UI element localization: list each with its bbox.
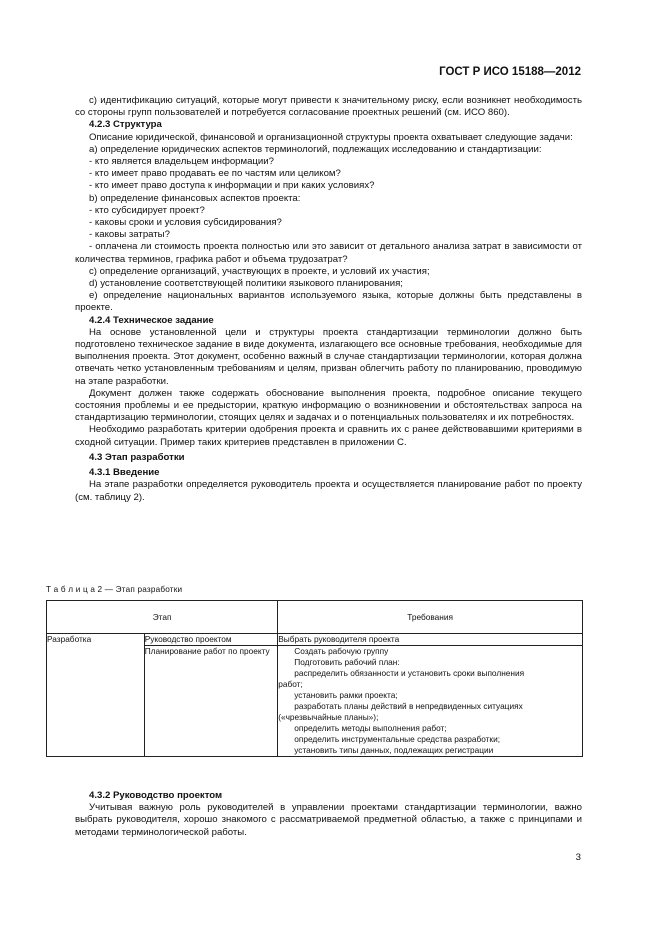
paragraph-structure: Описание юридической, финансовой и организационной структуры проекта охватывает следующие задачи: bbox=[89, 131, 573, 143]
page-number: 3 bbox=[575, 852, 581, 863]
list-item-c: c) определение организаций, участвующих в проекте, и условий их участия; bbox=[89, 265, 430, 277]
requirement-line: («чрезвычайные планы»); bbox=[278, 712, 379, 722]
table-caption: Т а б л и ц а 2 — Этап разработки bbox=[46, 585, 183, 594]
list-subitem-b2: - каковы сроки и условия субсидирования? bbox=[89, 217, 282, 229]
list-item-a: a) определение юридических аспектов терминологий, подлежащих исследованию и стандартизации: bbox=[89, 143, 542, 155]
table-header-row bbox=[47, 601, 583, 634]
paragraph-project-leader: Учитывая важную роль руководителей в управлении проектами стандартизации терминологии, важно выбрать руководителя, хорошо знакомого с рассматриваемой предметной областью, а также с принципами и методами терминологической работы. bbox=[75, 802, 582, 838]
heading-4-3-2: 4.3.2 Руководство проектом bbox=[89, 790, 223, 801]
list-subitem-b4: - оплачена ли стоимость проекта полностью или это зависит от детального анализа затрат в зависимости от количества терминов, графика работ и объема трудозатрат? bbox=[75, 241, 582, 265]
list-subitem-a1: - кто является владельцем информации? bbox=[89, 156, 274, 168]
paragraph-c-risk: c) идентификацию ситуаций, которые могут привести к значительному риску, если возникнет необходимость со стороны групп пользователей и потребуется согласование проектных решений (см. ИСО 860). bbox=[75, 95, 582, 119]
table-cell-select-leader: Выбрать руководителя проекта bbox=[278, 634, 583, 646]
list-item-e: e) определение национальных вариантов используемого языка, которые должны быть представлены в проекте. bbox=[75, 290, 582, 314]
list-subitem-a2: - кто имеет право продавать ее по частям или целиком? bbox=[89, 168, 341, 180]
list-subitem-a3: - кто имеет право доступа к информации и при каких условиях? bbox=[89, 180, 375, 192]
table-row bbox=[47, 634, 583, 646]
requirement-line: установить рамки проекта; bbox=[294, 690, 398, 700]
table-development-stage bbox=[46, 600, 583, 757]
requirement-line: распределить обязанности и установить сроки выполнения bbox=[294, 668, 525, 678]
requirement-line: определить инструментальные средства разработки; bbox=[294, 734, 501, 744]
paragraph-document-content: Документ должен также содержать обоснование выполнения проекта, подробное описание текущего состояния проблемы и ее предыстории, краткую информацию о возникновении и обстоятельствах запроса на стандартизацию терминологии, стоящих целях и задачах и о потенциальных пользователях и их потребностях. bbox=[75, 387, 582, 424]
section-4-3-2 bbox=[75, 790, 582, 839]
list-item-b: b) определение финансовых аспектов проекта: bbox=[89, 192, 301, 204]
paragraph-development-stage: На этапе разработки определяется руководитель проекта и осуществляется планирование работ по проекту (см. таблицу 2). bbox=[75, 479, 582, 503]
table-header-stage: Этап bbox=[47, 601, 278, 634]
document-header: ГОСТ Р ИСО 15188—2012 bbox=[439, 66, 581, 78]
table-header-requirements: Требования bbox=[278, 601, 583, 634]
paragraph-criteria: Необходимо разработать критерии одобрения проекта и сравнить их с ранее действовавшими критериями в сходной ситуации. Пример таких критериев представлен в приложении С. bbox=[75, 424, 582, 448]
table-cell-work-planning: Планирование работ по проекту bbox=[144, 646, 278, 757]
requirement-line: установить типы данных, подлежащих регистрации bbox=[294, 745, 494, 755]
heading-4-3: 4.3 Этап разработки bbox=[89, 451, 185, 463]
heading-4-3-1: 4.3.1 Введение bbox=[89, 467, 160, 479]
requirement-line: работ; bbox=[278, 679, 303, 689]
requirement-line: Создать рабочую группу bbox=[294, 646, 389, 656]
main-text bbox=[75, 95, 582, 504]
requirement-line: разработать планы действий в непредвиденных ситуациях bbox=[294, 701, 523, 711]
table-cell-project-management: Руководство проектом bbox=[144, 634, 278, 646]
requirement-line: Подготовить рабочий план: bbox=[294, 657, 400, 667]
table-cell-planning-requirements bbox=[278, 646, 583, 757]
table-cell-stage: Разработка bbox=[47, 634, 145, 757]
heading-4-2-4: 4.2.4 Техническое задание bbox=[89, 314, 214, 326]
paragraph-tech-spec: На основе установленной цели и структуры проекта стандартизации терминологии должно быть подготовлено техническое задание в виде документа, излагающего все основные требования, необходимые для выполнения проекта. Этот документ, особенно важный в случае стандартизации терминологии, которая должна отвечать четко установленным требованиям и целям, призван облегчить работу по планированию, проводимую на этапе разработки. bbox=[75, 326, 582, 387]
list-item-d: d) установление соответствующей политики языкового планирования; bbox=[89, 278, 403, 290]
heading-4-2-3: 4.2.3 Структура bbox=[89, 119, 162, 131]
list-subitem-b3: - каковы затраты? bbox=[89, 229, 170, 241]
requirement-line: определить методы выполнения работ; bbox=[294, 723, 447, 733]
list-subitem-b1: - кто субсидирует проект? bbox=[89, 204, 205, 216]
